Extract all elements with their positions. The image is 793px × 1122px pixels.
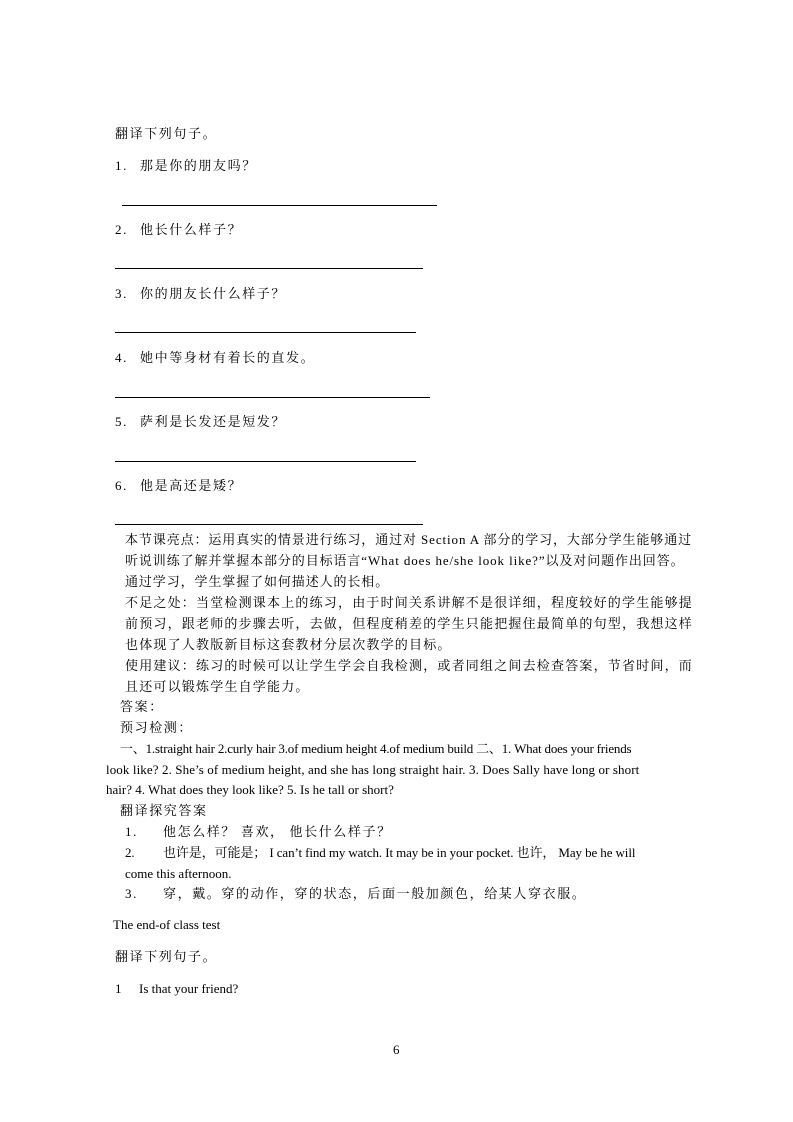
- test-item-number: 1: [115, 981, 122, 996]
- answer-line: [115, 397, 430, 398]
- preview-answers-line: hair? 4. What does they look like? 5. Is he tall or short?: [106, 782, 394, 797]
- question-1: [115, 158, 257, 174]
- explore-answer-2-continued: come this afternoon.: [125, 866, 232, 881]
- explore-answer-3: [125, 886, 586, 902]
- question-text: 那是你的朋友吗？: [140, 158, 257, 173]
- question-number: 2.: [115, 222, 128, 237]
- answer-line: [122, 205, 437, 206]
- reflection-suggestion-line: 使用建议：练习的时候可以让学生学会自我检测，或者同组之间去检查答案，节省时间，而: [125, 658, 694, 673]
- answer-line: [115, 268, 423, 269]
- question-text: 他长什么样子？: [140, 222, 243, 237]
- question-6: [115, 478, 242, 494]
- reflection-shortcoming-line: 前预习，跟老师的步骤去听，去做，但程度稍差的学生只能把握住最简单的句型，我想这样: [125, 616, 694, 631]
- question-number: 6.: [115, 478, 128, 493]
- explore-number: 3.: [125, 886, 138, 901]
- reflection-highlight-line: 通过学习，学生掌握了如何描述人的长相。: [125, 574, 390, 589]
- reflection-shortcoming-line: 也体现了人教版新目标这套教材分层次教学的目标。: [125, 637, 452, 652]
- test-title: The end-of class test: [113, 917, 221, 932]
- preview-check-label: 预习检测：: [120, 720, 194, 735]
- test-item-1: [115, 981, 238, 997]
- explore-answers-label: 翻译探究答案: [120, 803, 208, 818]
- reflection-highlight-line: 听说训练了解并掌握本部分的目标语言“What does he/she look like?”以及对问题作出回答。: [125, 553, 685, 568]
- reflection-shortcoming-line: 不足之处：当堂检测课本上的练习，由于时间关系讲解不是很详细，程度较好的学生能够提: [125, 595, 694, 610]
- question-text: 萨利是长发还是短发？: [140, 414, 287, 429]
- question-2: [115, 222, 242, 238]
- preview-answers-line: 一、1.straight hair 2.curly hair 3.of medium height 4.of medium build 二、1. What does your friends: [120, 741, 632, 756]
- question-3: [115, 286, 286, 302]
- question-text: 你的朋友长什么样子？: [140, 286, 287, 301]
- exercise-heading: 翻译下列句子。: [115, 126, 218, 141]
- question-number: 1.: [115, 158, 128, 173]
- explore-text: 他怎么样？ 喜欢， 他长什么样子？: [163, 824, 392, 839]
- test-heading: 翻译下列句子。: [115, 949, 218, 964]
- question-text: 她中等身材有着长的直发。: [140, 350, 316, 365]
- explore-answer-2: [125, 845, 635, 861]
- test-item-text: Is that your friend?: [139, 981, 239, 996]
- page-number: 6: [393, 1042, 400, 1057]
- answers-label: 答案：: [120, 699, 164, 714]
- explore-number: 2.: [125, 845, 135, 860]
- question-text: 他是高还是矮？: [140, 478, 243, 493]
- reflection-highlight-line: 本节课亮点：运用真实的情景进行练习，通过对 Section A 部分的学习，大部分学生能够通过: [125, 532, 692, 547]
- reflection-suggestion-line: 且还可以锻炼学生自学能力。: [125, 679, 310, 694]
- question-number: 5.: [115, 414, 128, 429]
- answer-line: [115, 461, 416, 462]
- question-4: [115, 350, 315, 366]
- question-number: 3.: [115, 286, 128, 301]
- question-5: [115, 414, 286, 430]
- preview-answers-line: look like? 2. She’s of medium height, and she has long straight hair. 3. Does Sally have long or short: [106, 762, 640, 777]
- explore-number: 1.: [125, 824, 138, 839]
- explore-answer-1: [125, 824, 392, 840]
- explore-text: 也许是，可能是； I can’t find my watch. It may be in your pocket. 也许， May be he will: [163, 845, 636, 860]
- answer-line: [115, 524, 423, 525]
- explore-text: 穿，戴。穿的动作，穿的状态，后面一般加颜色，给某人穿衣服。: [163, 886, 587, 901]
- answer-line: [115, 332, 416, 333]
- question-number: 4.: [115, 350, 128, 365]
